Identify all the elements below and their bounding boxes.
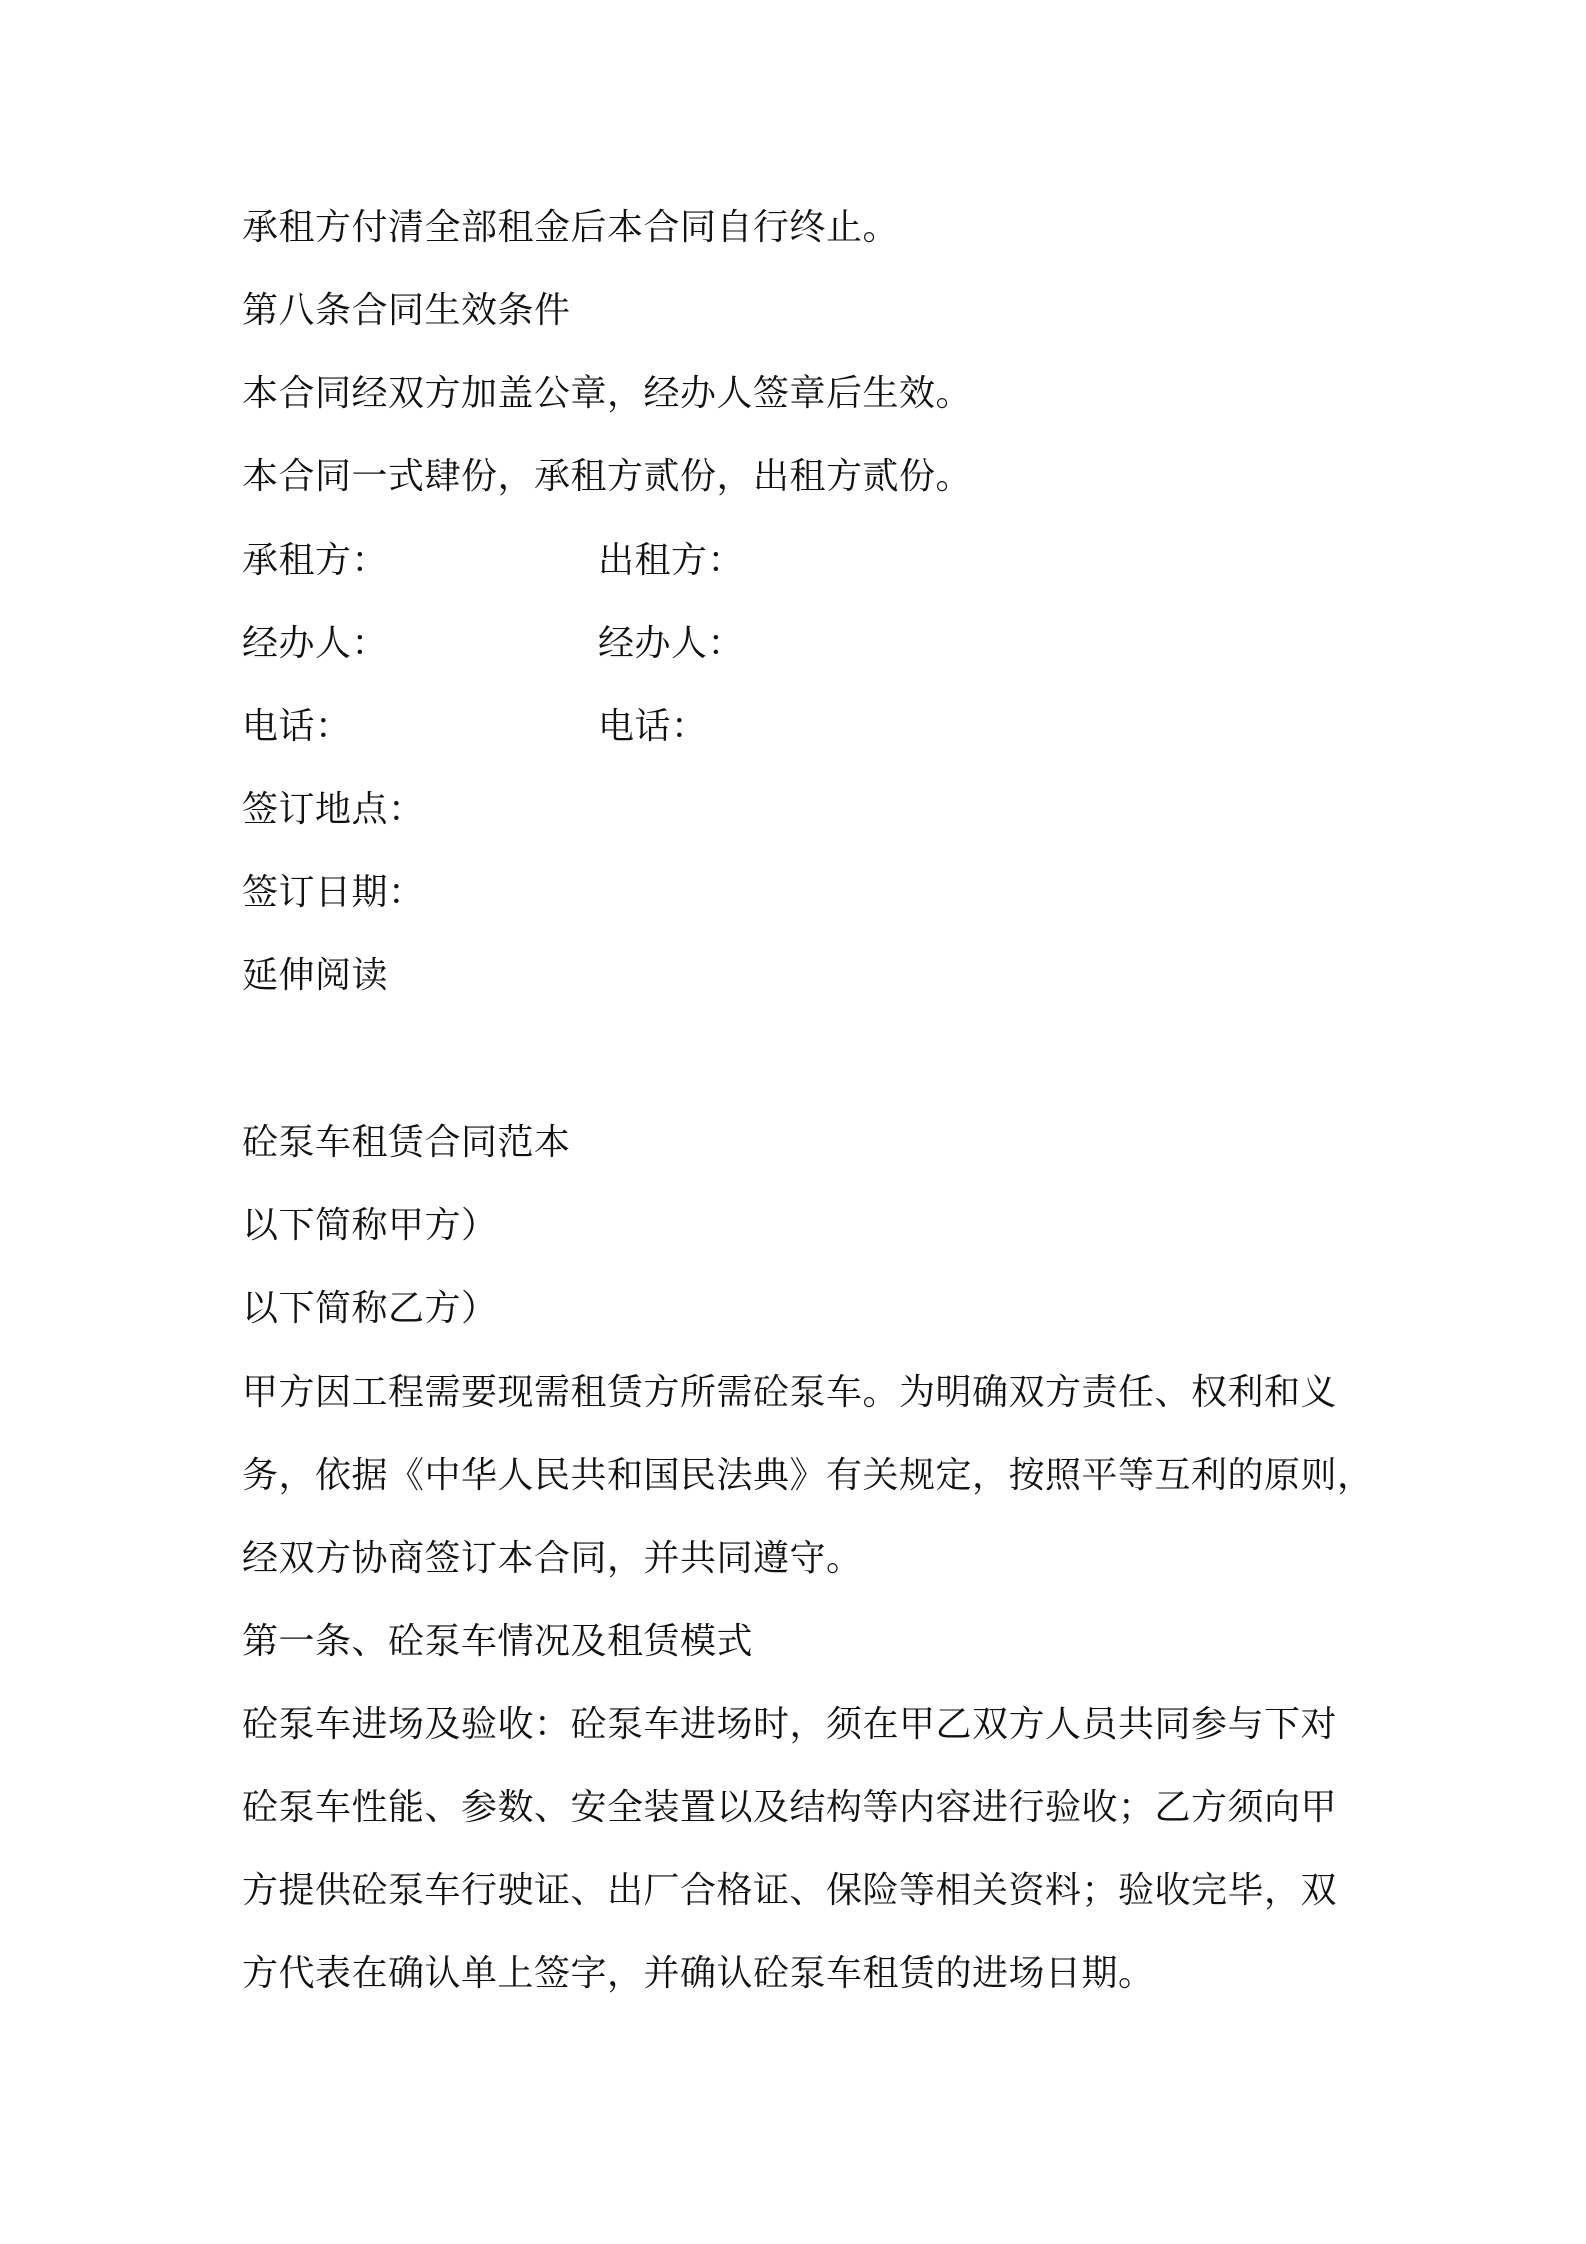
paragraph-effective: 本合同经双方加盖公章，经办人签章后生效。 — [242, 373, 973, 414]
lessor-label: 出租方： — [598, 540, 745, 581]
extended-reading-heading: 延伸阅读 — [242, 955, 389, 996]
lessee-label: 承租方： — [242, 540, 389, 581]
signing-place-label: 签订地点： — [242, 789, 425, 830]
agent-label-left: 经办人： — [242, 623, 389, 664]
signing-date-label: 签订日期： — [242, 872, 425, 913]
article-8-heading: 第八条合同生效条件 — [242, 290, 571, 331]
party-a-line: 以下简称甲方） — [242, 1205, 498, 1246]
article-1-heading: 第一条、砼泵车情况及租赁模式 — [242, 1621, 754, 1662]
article-1-body-line: 砼泵车性能、参数、安全装置以及结构等内容进行验收；乙方须向甲 — [242, 1787, 1338, 1828]
paragraph-copies: 本合同一式肆份，承租方贰份，出租方贰份。 — [242, 456, 973, 497]
phone-label-left: 电话： — [242, 706, 352, 747]
article-1-body-line: 方提供砼泵车行驶证、出厂合格证、保险等相关资料；验收完毕，双 — [242, 1870, 1338, 1911]
intro-line: 务，依据《中华人民共和国民法典》有关规定，按照平等互利的原则， — [242, 1455, 1374, 1496]
intro-line: 经双方协商签订本合同，并共同遵守。 — [242, 1538, 863, 1579]
article-1-body-line: 砼泵车进场及验收：砼泵车进场时，须在甲乙双方人员共同参与下对 — [242, 1704, 1338, 1745]
intro-line: 甲方因工程需要现需租赁方所需砼泵车。为明确双方责任、权利和义 — [242, 1372, 1338, 1413]
paragraph-termination: 承租方付清全部租金后本合同自行终止。 — [242, 207, 900, 248]
article-1-body-line: 方代表在确认单上签字，并确认砼泵车租赁的进场日期。 — [242, 1953, 1155, 1994]
second-contract-title: 砼泵车租赁合同范本 — [242, 1122, 571, 1163]
phone-label-right: 电话： — [598, 706, 708, 747]
party-b-line: 以下简称乙方） — [242, 1288, 498, 1329]
agent-label-right: 经办人： — [598, 623, 745, 664]
